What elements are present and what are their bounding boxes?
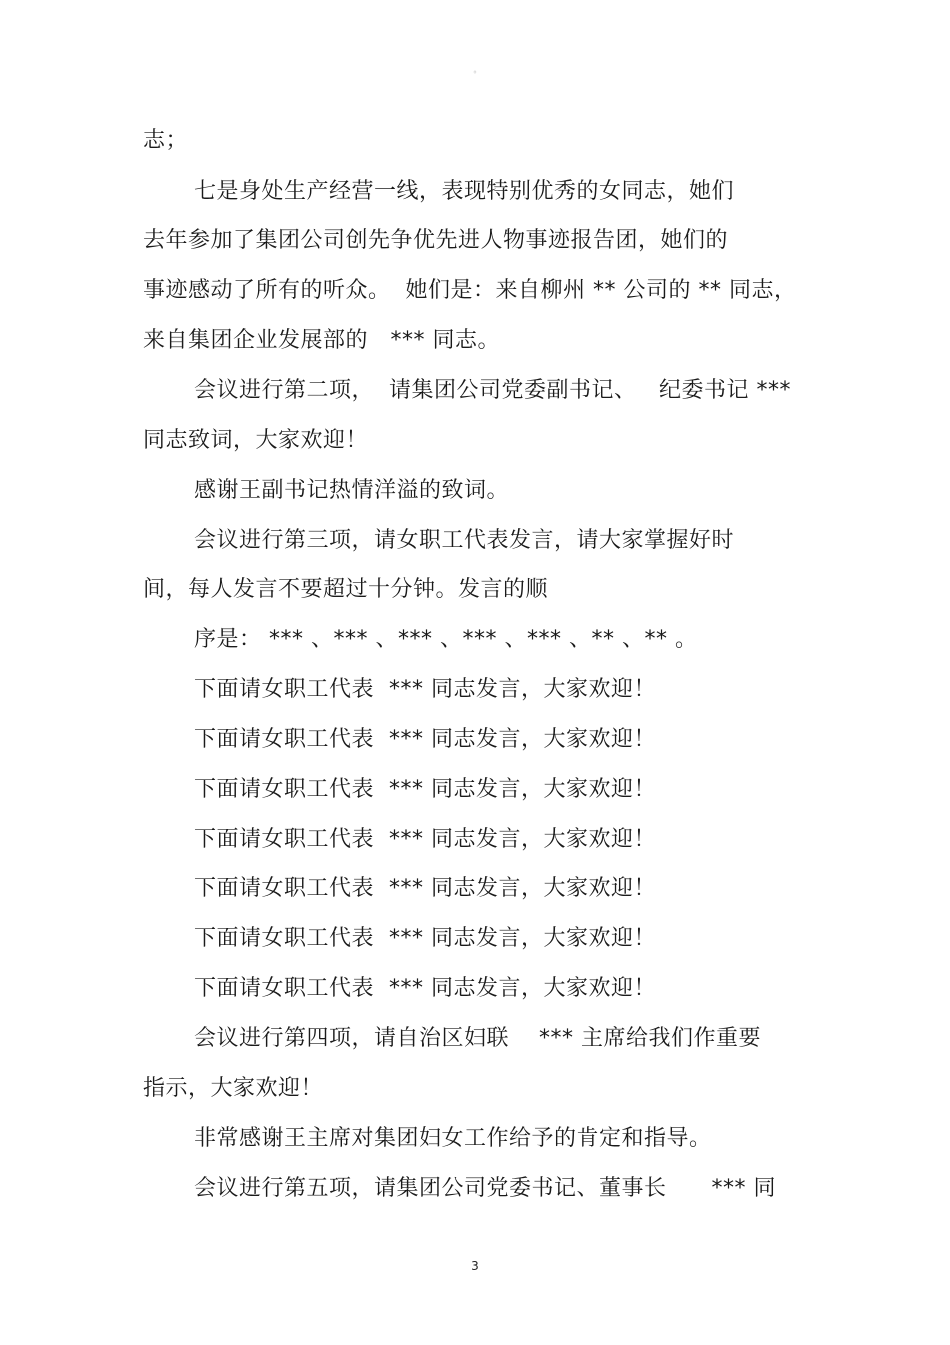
- header-mark: ◦: [472, 68, 478, 77]
- text-line: 下面请女职工代表 *** 同志发言，大家欢迎！: [194, 727, 656, 752]
- text-line: 下面请女职工代表 *** 同志发言，大家欢迎！: [194, 777, 656, 802]
- text-line: 会议进行第四项，请自治区妇联 *** 主席给我们作重要: [194, 1026, 761, 1051]
- text-line: 志；: [143, 128, 189, 153]
- text-line: 会议进行第三项，请女职工代表发言，请大家掌握好时: [194, 528, 735, 553]
- text-line: 指示，大家欢迎！: [143, 1076, 324, 1101]
- text-line: 会议进行第二项， 请集团公司党委副书记、 纪委书记 ***: [194, 378, 791, 403]
- text-line: 会议进行第五项，请集团公司党委书记、董事长 *** 同: [194, 1176, 776, 1201]
- text-line: 事迹感动了所有的听众。 她们是：来自柳州 ** 公司的 ** 同志，: [143, 278, 797, 303]
- page-number: 3: [471, 1259, 479, 1273]
- text-line: 下面请女职工代表 *** 同志发言，大家欢迎！: [194, 976, 656, 1001]
- text-line: 下面请女职工代表 *** 同志发言，大家欢迎！: [194, 926, 656, 951]
- text-line: 非常感谢王主席对集团妇女工作给予的肯定和指导。: [194, 1126, 712, 1151]
- text-line: 去年参加了集团公司创先争优先进人物事迹报告团，她们的: [143, 228, 729, 253]
- text-line: 七是身处生产经营一线，表现特别优秀的女同志，她们: [194, 179, 735, 204]
- text-line: 下面请女职工代表 *** 同志发言，大家欢迎！: [194, 876, 656, 901]
- text-line: 感谢王副书记热情洋溢的致词。: [194, 478, 510, 503]
- text-line: 同志致词，大家欢迎！: [143, 428, 369, 453]
- text-line: 序是： *** 、*** 、*** 、*** 、*** 、** 、** 。: [194, 627, 698, 652]
- text-line: 下面请女职工代表 *** 同志发言，大家欢迎！: [194, 677, 656, 702]
- text-line: 下面请女职工代表 *** 同志发言，大家欢迎！: [194, 827, 656, 852]
- text-line: 间，每人发言不要超过十分钟。发言的顺: [143, 577, 549, 602]
- text-line: 来自集团企业发展部的 *** 同志。: [143, 328, 500, 353]
